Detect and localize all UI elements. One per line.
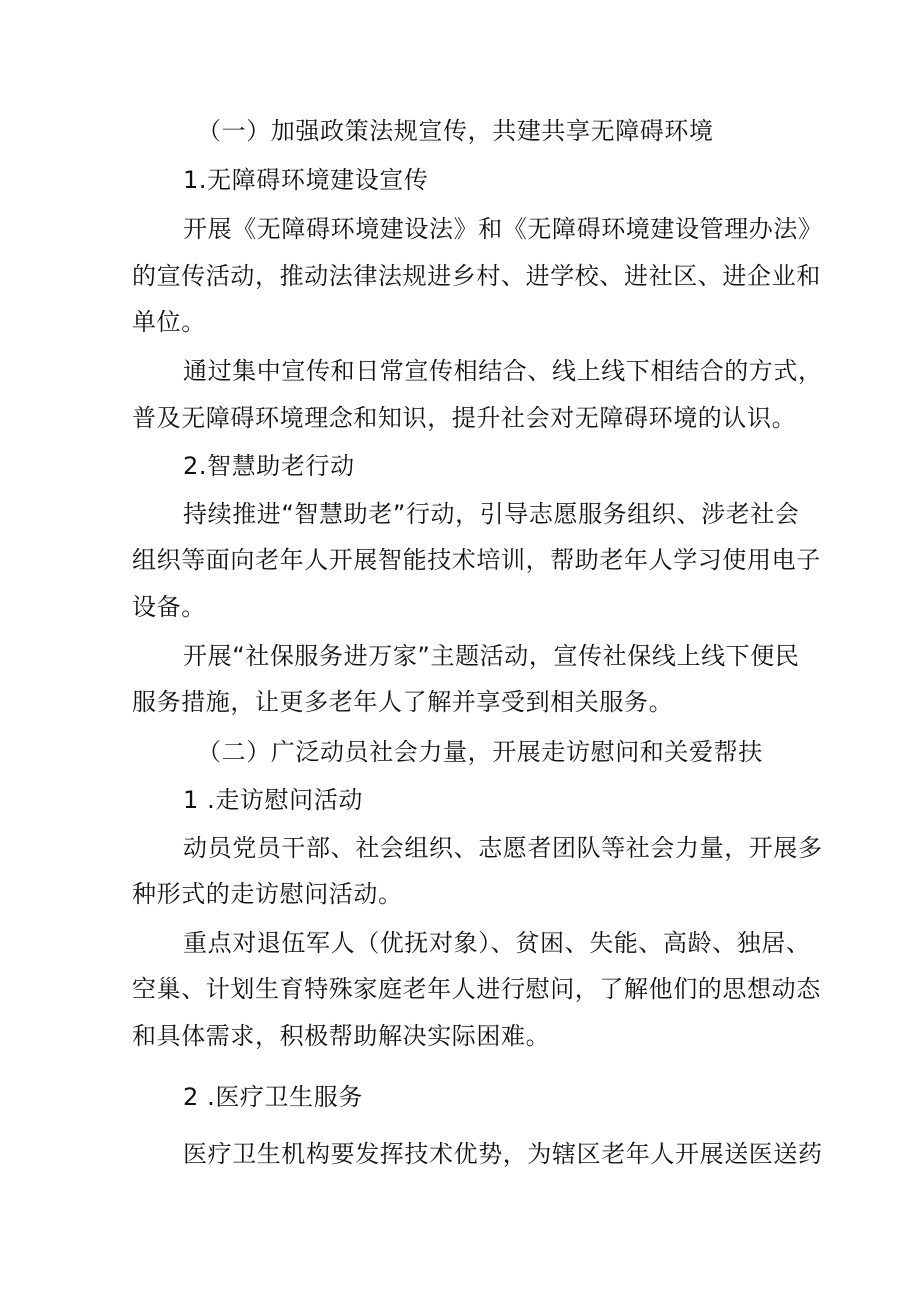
section1-item1-title: 1.无障碍环境建设宣传 xyxy=(183,166,429,194)
paragraph-line: 通过集中宣传和日常宣传相结合、线上线下相结合的方式， xyxy=(183,357,823,385)
paragraph-line: 的宣传活动，推动法律法规进乡村、进学校、进社区、进企业和 xyxy=(132,262,821,290)
paragraph-line: 种形式的走访慰问活动。 xyxy=(132,880,403,908)
paragraph-line: 单位。 xyxy=(132,308,206,336)
paragraph-line: 医疗卫生机构要发挥技术优势，为辖区老年人开展送医送药 xyxy=(183,1140,823,1168)
paragraph-line: 组织等面向老年人开展智能技术培训，帮助老年人学习使用电子 xyxy=(132,546,821,574)
section2-item2-title: 2 .医疗卫生服务 xyxy=(183,1083,363,1111)
section1-heading: （一）加强政策法规宣传，共建共享无障碍环境 xyxy=(197,117,714,145)
paragraph-line: 重点对退伍军人（优抚对象）、贫困、失能、高龄、独居、 xyxy=(183,929,811,957)
section2-item1-title: 1 .走访慰问活动 xyxy=(183,786,363,814)
paragraph-line: 动员党员干部、社会组织、志愿者团队等社会力量，开展多 xyxy=(183,834,823,862)
paragraph-line: 和具体需求，积极帮助解决实际困难。 xyxy=(132,1022,551,1050)
paragraph-line: 持续推进“智慧助老”行动，引导志愿服务组织、涉老社会 xyxy=(183,500,800,528)
paragraph-line: 开展《无障碍环境建设法》和《无障碍环境建设管理办法》 xyxy=(183,215,823,243)
section1-item2-title: 2.智慧助老行动 xyxy=(183,452,355,480)
paragraph-line: 设备。 xyxy=(132,593,206,621)
section2-heading: （二）广泛动员社会力量，开展走访慰问和关爱帮扶 xyxy=(197,738,763,766)
paragraph-line: 普及无障碍环境理念和知识，提升社会对无障碍环境的认识。 xyxy=(132,404,797,432)
paragraph-line: 开展“社保服务进万家”主题活动，宣传社保线上线下便民 xyxy=(183,642,800,670)
paragraph-line: 服务措施，让更多老年人了解并享受到相关服务。 xyxy=(132,688,674,716)
paragraph-line: 空巢、计划生育特殊家庭老年人进行慰问，了解他们的思想动态 xyxy=(132,975,821,1003)
